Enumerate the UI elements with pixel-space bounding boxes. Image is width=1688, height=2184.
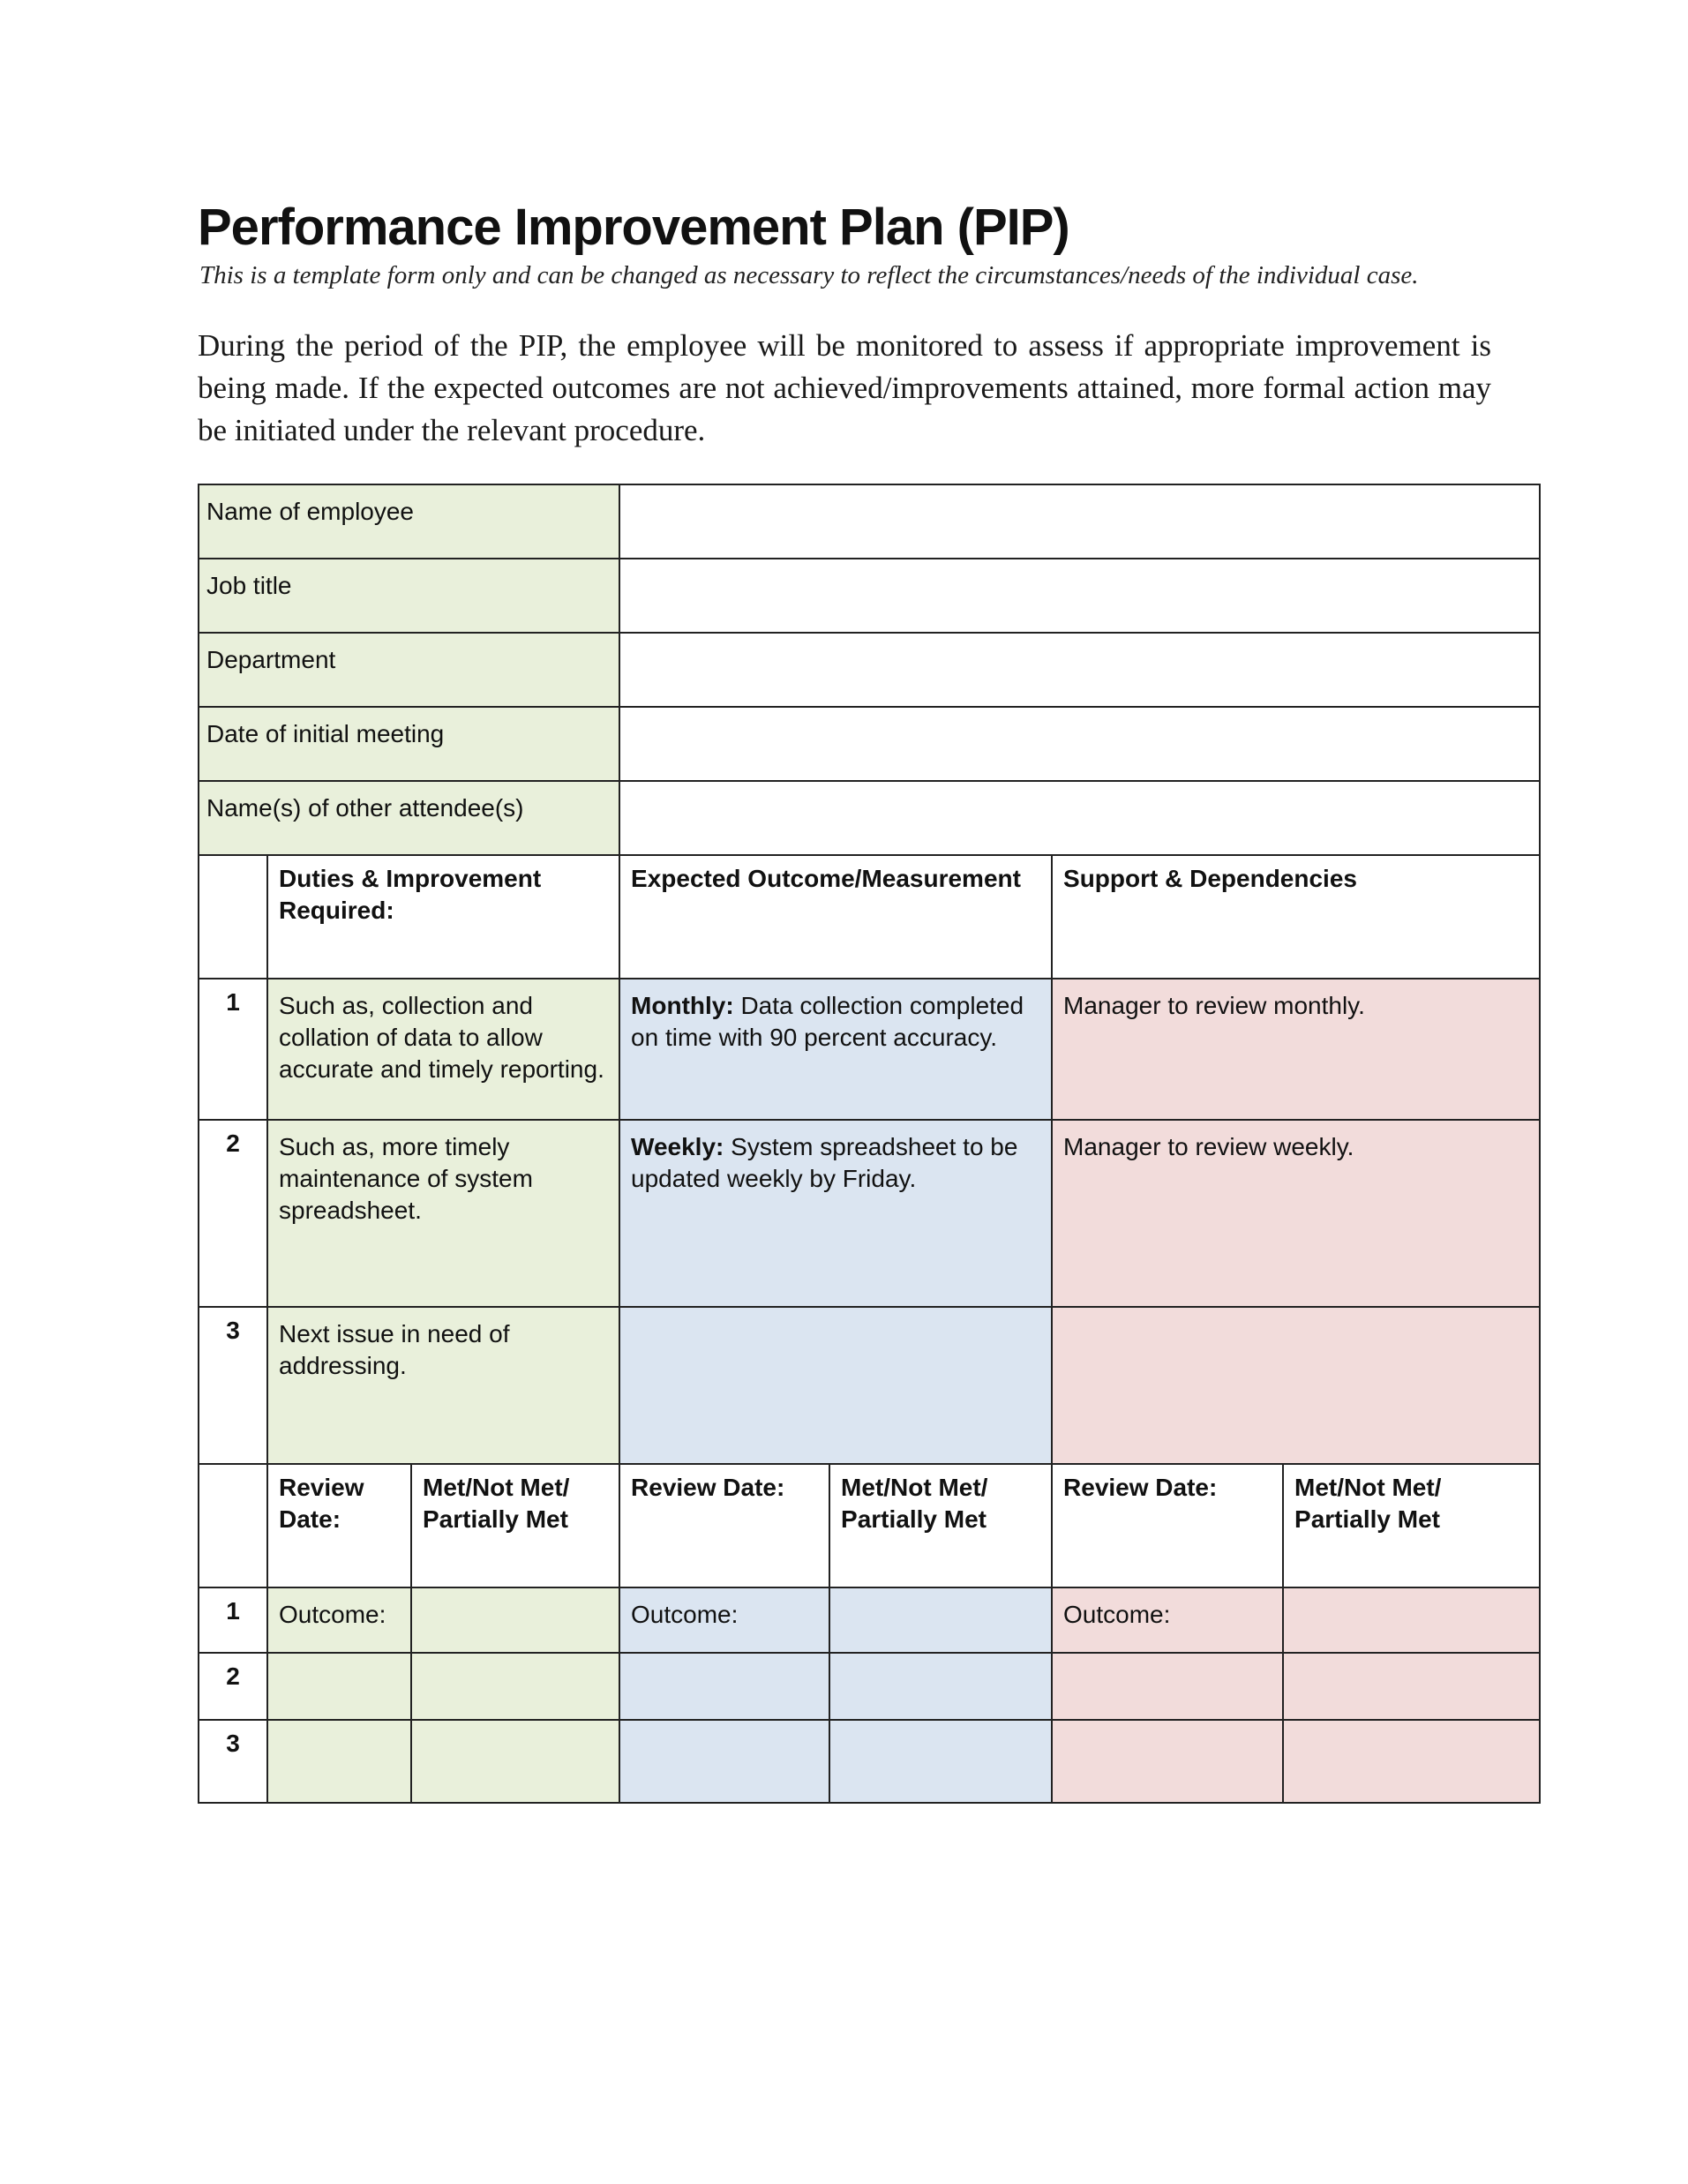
- review-header-num-cell: [199, 1464, 267, 1587]
- pip-form-table: [198, 484, 1541, 1804]
- review-met-3[interactable]: [1283, 1653, 1540, 1720]
- expected-text: Data collection completed on time with 90 percent accuracy.: [631, 992, 1024, 1051]
- field-value-job-title[interactable]: [619, 559, 1540, 633]
- plan-support[interactable]: Manager to review weekly.: [1052, 1120, 1540, 1307]
- plan-expected[interactable]: [619, 1307, 1052, 1464]
- review-header-row: [199, 1464, 1540, 1587]
- field-label-attendees: Name(s) of other attendee(s): [199, 781, 619, 855]
- review-row-number: 2: [199, 1653, 267, 1720]
- field-value-attendees[interactable]: [619, 781, 1540, 855]
- review-outcome-3[interactable]: Outcome:: [1052, 1587, 1283, 1653]
- review-outcome-1[interactable]: [267, 1720, 411, 1803]
- plan-row: [199, 979, 1540, 1120]
- review-met-1[interactable]: [411, 1720, 619, 1803]
- plan-header-num-cell: [199, 855, 267, 979]
- plan-expected[interactable]: [619, 1120, 1052, 1307]
- review-outcome-3[interactable]: [1052, 1653, 1283, 1720]
- page-title: Performance Improvement Plan (PIP): [198, 199, 1069, 256]
- plan-row: [199, 1120, 1540, 1307]
- review-met-3[interactable]: [1283, 1720, 1540, 1803]
- review-row-number: 1: [199, 1587, 267, 1653]
- template-note: This is a template form only and can be changed as necessary to reflect the circumstances/needs of the individual case.: [199, 261, 1419, 289]
- header-review-date-3: Review Date:: [1052, 1464, 1283, 1587]
- intro-paragraph: During the period of the PIP, the employee will be monitored to assess if appropriate improvement is being made. If the expected outcomes are not achieved/improvements attained, more formal action may be initiated under the relevant procedure.: [198, 328, 1491, 447]
- plan-support[interactable]: [1052, 1307, 1540, 1464]
- review-met-1[interactable]: [411, 1587, 619, 1653]
- expected-frequency: Weekly:: [631, 1133, 724, 1160]
- field-label-name: Name of employee: [199, 484, 619, 559]
- review-outcome-2[interactable]: Outcome:: [619, 1587, 829, 1653]
- plan-duty[interactable]: Such as, more timely maintenance of system spreadsheet.: [267, 1120, 619, 1307]
- header-met-status-3: Met/Not Met/ Partially Met: [1283, 1464, 1540, 1587]
- employee-row-name: [199, 484, 1540, 559]
- review-met-2[interactable]: [829, 1653, 1052, 1720]
- field-value-name[interactable]: [619, 484, 1540, 559]
- review-outcome-3[interactable]: [1052, 1720, 1283, 1803]
- review-row: [199, 1720, 1540, 1803]
- review-outcome-1[interactable]: Outcome:: [267, 1587, 411, 1653]
- employee-row-attendees: [199, 781, 1540, 855]
- employee-row-meeting-date: [199, 707, 1540, 781]
- field-value-department[interactable]: [619, 633, 1540, 707]
- employee-row-job-title: [199, 559, 1540, 633]
- field-value-meeting-date[interactable]: [619, 707, 1540, 781]
- plan-row-number: 2: [199, 1120, 267, 1307]
- field-label-meeting-date: Date of initial meeting: [199, 707, 619, 781]
- header-review-date-1: Review Date:: [267, 1464, 411, 1587]
- header-review-date-2: Review Date:: [619, 1464, 829, 1587]
- review-met-3[interactable]: [1283, 1587, 1540, 1653]
- header-expected: Expected Outcome/Measurement: [619, 855, 1052, 979]
- review-met-1[interactable]: [411, 1653, 619, 1720]
- plan-duty[interactable]: Such as, collection and collation of data to allow accurate and timely reporting.: [267, 979, 619, 1120]
- field-label-job-title: Job title: [199, 559, 619, 633]
- plan-expected[interactable]: [619, 979, 1052, 1120]
- review-outcome-1[interactable]: [267, 1653, 411, 1720]
- review-met-2[interactable]: [829, 1587, 1052, 1653]
- employee-row-department: [199, 633, 1540, 707]
- plan-row: [199, 1307, 1540, 1464]
- header-met-status-2: Met/Not Met/ Partially Met: [829, 1464, 1052, 1587]
- review-outcome-2[interactable]: [619, 1653, 829, 1720]
- header-met-status-1: Met/Not Met/ Partially Met: [411, 1464, 619, 1587]
- expected-frequency: Monthly:: [631, 992, 734, 1019]
- expected-text: System spreadsheet to be updated weekly by Friday.: [631, 1133, 1018, 1192]
- review-met-2[interactable]: [829, 1720, 1052, 1803]
- review-row: [199, 1653, 1540, 1720]
- plan-support[interactable]: Manager to review monthly.: [1052, 979, 1540, 1120]
- review-row: [199, 1587, 1540, 1653]
- header-support: Support & Dependencies: [1052, 855, 1540, 979]
- review-outcome-2[interactable]: [619, 1720, 829, 1803]
- plan-duty[interactable]: Next issue in need of addressing.: [267, 1307, 619, 1464]
- plan-row-number: 3: [199, 1307, 267, 1464]
- plan-row-number: 1: [199, 979, 267, 1120]
- review-row-number: 3: [199, 1720, 267, 1803]
- header-duties: Duties & Improvement Required:: [267, 855, 619, 979]
- plan-header-row: [199, 855, 1540, 979]
- field-label-department: Department: [199, 633, 619, 707]
